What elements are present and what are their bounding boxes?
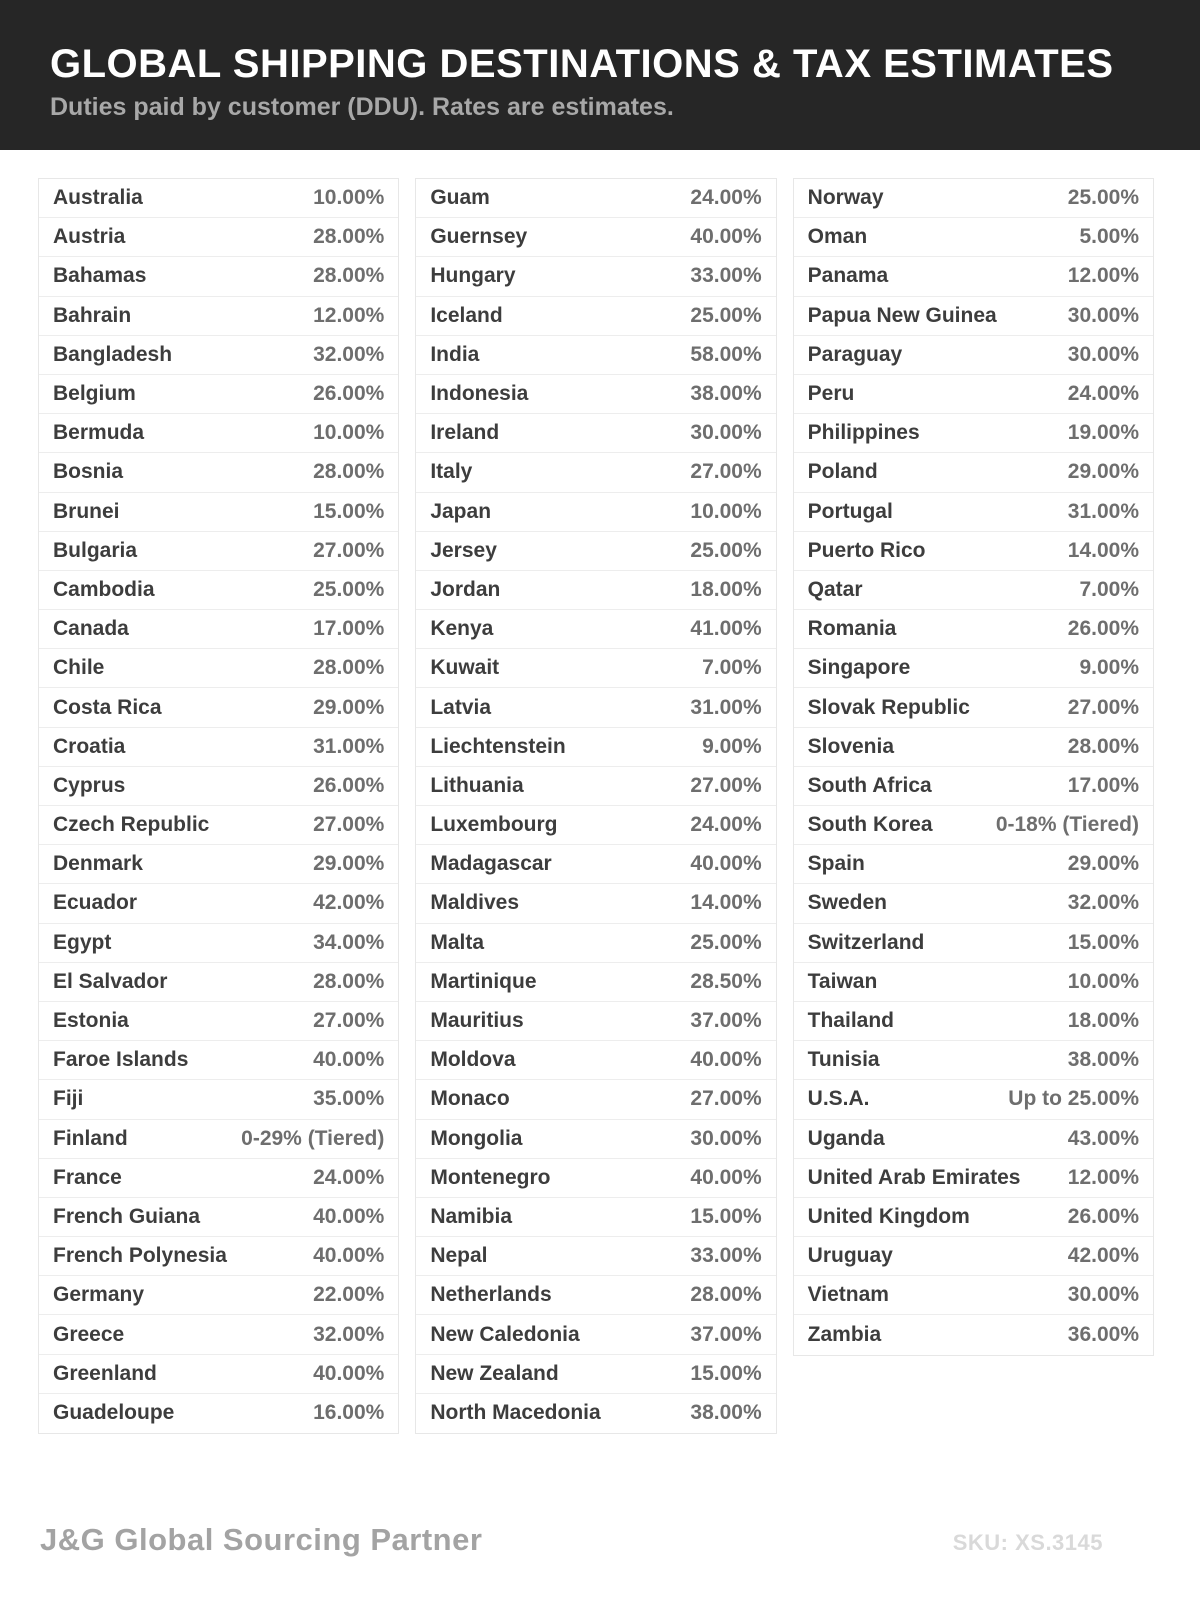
country-name: Liechtenstein [430,734,566,758]
country-name: Panama [807,264,889,288]
tax-rate: 27.00% [690,460,762,484]
tax-rate: 28.00% [313,656,385,680]
tax-rate: 40.00% [690,852,762,876]
country-name: Denmark [53,852,143,876]
table-row [416,532,775,571]
tax-rate: 25.00% [690,538,762,562]
table-column-1 [38,178,399,1434]
table-row [416,884,775,923]
country-name: Montenegro [430,1165,551,1189]
table-column-3 [793,178,1154,1356]
table-row [416,336,775,375]
country-name: Latvia [430,695,492,719]
table-row [794,1237,1153,1276]
table-row [39,1237,398,1276]
country-name: Indonesia [430,382,529,406]
tax-rate: 19.00% [1067,421,1139,445]
table-row [416,688,775,727]
country-name: Norway [807,186,884,210]
table-row [39,924,398,963]
tax-rate: 12.00% [313,303,385,327]
table-row [416,375,775,414]
country-name: United Kingdom [807,1204,970,1228]
table-row [416,1159,775,1198]
table-row [39,571,398,610]
country-name: Chile [53,656,105,680]
tax-rate: 27.00% [313,538,385,562]
table-row [416,218,775,257]
country-name: United Arab Emirates [807,1165,1021,1189]
table-row [794,257,1153,296]
country-name: India [430,342,480,366]
country-name: Bermuda [53,421,145,445]
tax-rate: 43.00% [1067,1126,1139,1150]
tax-rate: 36.00% [1067,1323,1139,1347]
tax-rate: 40.00% [313,1361,385,1385]
country-name: Malta [430,930,485,954]
country-name: Bahrain [53,303,132,327]
tax-rate: 30.00% [1067,303,1139,327]
tax-rate: 12.00% [1067,1165,1139,1189]
tax-rate: 16.00% [313,1401,385,1425]
table-row [416,414,775,453]
tax-rate: Up to 25.00% [1008,1087,1139,1111]
country-name: Switzerland [807,930,925,954]
tax-rate: 38.00% [690,382,762,406]
table-row [794,453,1153,492]
table-row [794,571,1153,610]
table-column-2 [415,178,776,1434]
country-name: Costa Rica [53,695,162,719]
country-name: Maldives [430,891,520,915]
table-row [794,1002,1153,1041]
table-row [416,1002,775,1041]
tax-rate: 31.00% [690,695,762,719]
tax-rate: 32.00% [313,342,385,366]
country-name: Finland [53,1126,128,1150]
table-row [794,806,1153,845]
table-row [39,336,398,375]
table-row [794,1041,1153,1080]
tax-rate: 29.00% [1067,460,1139,484]
country-name: U.S.A. [807,1087,870,1111]
table-row [39,963,398,1002]
country-name: Cyprus [53,773,126,797]
tax-rate: 42.00% [313,891,385,915]
tax-rate: 37.00% [690,1322,762,1346]
tax-rate: 15.00% [690,1361,762,1385]
table-row [794,1276,1153,1315]
country-name: Czech Republic [53,813,210,837]
table-row [39,1276,398,1315]
country-name: Canada [53,617,129,641]
tax-rate: 24.00% [690,813,762,837]
country-name: Martinique [430,969,537,993]
country-name: Bahamas [53,264,147,288]
tax-rate: 28.00% [313,225,385,249]
page-header [0,0,1200,150]
table-row [794,297,1153,336]
tax-rate: 25.00% [690,303,762,327]
country-name: Slovenia [807,734,895,758]
country-name: Moldova [430,1048,516,1072]
table-row [39,649,398,688]
country-name: Lithuania [430,773,524,797]
country-name: Netherlands [430,1283,552,1307]
tax-rate: 15.00% [313,499,385,523]
table-row [416,1041,775,1080]
tax-rate: 40.00% [313,1048,385,1072]
country-name: Japan [430,499,492,523]
tax-rate: 10.00% [313,186,385,210]
tax-rate: 0-29% (Tiered) [241,1126,385,1150]
table-row [39,493,398,532]
country-name: Sweden [807,891,888,915]
table-row [39,257,398,296]
table-row [39,728,398,767]
table-row [794,179,1153,218]
table-row [416,1080,775,1119]
tax-rate: 7.00% [1079,577,1139,601]
country-name: Namibia [430,1204,513,1228]
table-row [794,336,1153,375]
country-name: Egypt [53,930,112,954]
tax-rate: 58.00% [690,342,762,366]
country-name: Taiwan [807,969,878,993]
table-row [416,257,775,296]
country-name: Guernsey [430,225,528,249]
table-row [416,728,775,767]
table-row [794,532,1153,571]
country-name: Bulgaria [53,538,138,562]
country-name: Slovak Republic [807,695,970,719]
tax-rate: 30.00% [1067,1283,1139,1307]
tax-rate: 34.00% [313,930,385,954]
tax-rate: 15.00% [1067,930,1139,954]
tax-rate: 15.00% [690,1204,762,1228]
tax-rate: 30.00% [690,1126,762,1150]
tax-rate: 24.00% [1067,382,1139,406]
page-title: GLOBAL SHIPPING DESTINATIONS & TAX ESTIMATES [50,42,1114,86]
country-name: Guam [430,186,490,210]
country-name: Thailand [807,1009,894,1033]
tax-rate: 40.00% [313,1204,385,1228]
tax-rate: 40.00% [690,1048,762,1072]
country-name: Zambia [807,1323,882,1347]
tax-rate: 33.00% [690,264,762,288]
country-name: Paraguay [807,342,903,366]
tax-rate: 18.00% [690,577,762,601]
tax-rate: 26.00% [1067,1204,1139,1228]
table-row [39,1120,398,1159]
tax-rate: 24.00% [690,186,762,210]
country-name: Mongolia [430,1126,523,1150]
tax-rate: 5.00% [1079,225,1139,249]
tax-rate: 38.00% [1067,1048,1139,1072]
table-row [794,1198,1153,1237]
tax-rate: 26.00% [313,382,385,406]
table-row [416,179,775,218]
country-name: Guadeloupe [53,1401,175,1425]
country-name: Mauritius [430,1009,524,1033]
tax-rate: 41.00% [690,617,762,641]
table-row [416,924,775,963]
table-row [39,297,398,336]
country-name: Luxembourg [430,813,558,837]
country-name: Ecuador [53,891,138,915]
tax-rate: 28.00% [313,969,385,993]
tax-rate: 42.00% [1067,1244,1139,1268]
country-name: Iceland [430,303,503,327]
country-name: South Korea [807,813,933,837]
country-name: Poland [807,460,878,484]
tax-rate: 9.00% [1079,656,1139,680]
table-row [39,806,398,845]
country-name: Nepal [430,1244,488,1268]
table-row [416,297,775,336]
table-row [416,1315,775,1354]
table-row [39,688,398,727]
country-name: Kenya [430,617,494,641]
tax-rate: 40.00% [690,1165,762,1189]
country-name: El Salvador [53,969,168,993]
table-row [39,610,398,649]
table-row [416,1237,775,1276]
table-row [794,767,1153,806]
tax-rate: 18.00% [1067,1009,1139,1033]
tax-rate: 32.00% [313,1322,385,1346]
tax-rate: 7.00% [702,656,762,680]
table-row [794,1159,1153,1198]
table-row [794,1080,1153,1119]
country-name: French Guiana [53,1204,201,1228]
tax-rate: 38.00% [690,1401,762,1425]
table-row [794,924,1153,963]
tax-rate: 28.00% [690,1283,762,1307]
country-name: France [53,1165,122,1189]
table-row [39,767,398,806]
country-name: Portugal [807,499,893,523]
country-name: Papua New Guinea [807,303,997,327]
country-name: Cambodia [53,577,155,601]
country-name: Faroe Islands [53,1048,189,1072]
table-row [416,453,775,492]
tax-rate: 26.00% [1067,617,1139,641]
table-row [416,963,775,1002]
tax-rate: 24.00% [313,1165,385,1189]
table-row [794,1120,1153,1159]
country-name: Greenland [53,1361,157,1385]
table-row [416,1120,775,1159]
tax-rate: 25.00% [1067,186,1139,210]
country-name: South Africa [807,773,932,797]
tax-rate: 26.00% [313,773,385,797]
tax-rate: 25.00% [313,577,385,601]
table-row [794,963,1153,1002]
tax-rate: 31.00% [1067,499,1139,523]
country-name: Monaco [430,1087,510,1111]
tax-rate: 27.00% [690,773,762,797]
country-name: Oman [807,225,868,249]
tax-rate: 0-18% (Tiered) [995,813,1139,837]
country-name: Bosnia [53,460,124,484]
country-name: Australia [53,186,143,210]
country-name: Estonia [53,1009,129,1033]
tax-rate: 27.00% [313,813,385,837]
country-name: Kuwait [430,656,500,680]
country-name: Singapore [807,656,911,680]
country-name: Spain [807,852,865,876]
tax-rate: 28.00% [313,460,385,484]
tax-rate: 32.00% [1067,891,1139,915]
page-subtitle: Duties paid by customer (DDU). Rates are estimates. [50,93,674,121]
tax-rate: 10.00% [690,499,762,523]
tax-rate: 12.00% [1067,264,1139,288]
tax-rate: 28.00% [313,264,385,288]
table-row [39,532,398,571]
country-name: Italy [430,460,473,484]
table-row [39,1394,398,1433]
table-row [794,688,1153,727]
country-name: Bangladesh [53,342,173,366]
tax-rate: 40.00% [313,1244,385,1268]
table-row [39,1080,398,1119]
table-row [416,610,775,649]
tax-rate-table [38,178,1154,1434]
table-row [416,1276,775,1315]
table-row [39,1355,398,1394]
country-name: Germany [53,1283,145,1307]
table-row [39,1159,398,1198]
tax-rate: 14.00% [690,891,762,915]
table-row [416,845,775,884]
tax-rate: 29.00% [313,695,385,719]
table-row [39,179,398,218]
tax-rate: 29.00% [313,852,385,876]
country-name: Austria [53,225,126,249]
country-name: Brunei [53,499,120,523]
table-row [794,1315,1153,1354]
table-row [39,1198,398,1237]
country-name: Fiji [53,1087,84,1111]
table-row [794,375,1153,414]
table-row [39,1315,398,1354]
country-name: Ireland [430,421,500,445]
tax-rate: 14.00% [1067,538,1139,562]
table-row [416,806,775,845]
tax-rate: 22.00% [313,1283,385,1307]
table-row [39,414,398,453]
table-row [794,610,1153,649]
table-row [416,493,775,532]
table-row [794,728,1153,767]
table-row [794,218,1153,257]
tax-rate: 25.00% [690,930,762,954]
country-name: Philippines [807,421,920,445]
tax-rate: 27.00% [1067,695,1139,719]
sku-label: SKU: XS.3145 [952,1530,1103,1555]
country-name: Tunisia [807,1048,880,1072]
table-row [794,414,1153,453]
tax-rate: 27.00% [313,1009,385,1033]
country-name: Jersey [430,538,497,562]
table-row [416,1394,775,1433]
country-name: Croatia [53,734,126,758]
table-row [39,218,398,257]
tax-rate: 28.00% [1067,734,1139,758]
country-name: Greece [53,1322,125,1346]
table-row [39,1002,398,1041]
country-name: New Caledonia [430,1322,580,1346]
page-footer [40,1522,1103,1558]
tax-rate: 33.00% [690,1244,762,1268]
table-row [416,649,775,688]
tax-rate: 29.00% [1067,852,1139,876]
tax-rate: 17.00% [1067,773,1139,797]
table-row [794,845,1153,884]
tax-rate: 17.00% [313,617,385,641]
tax-rate: 37.00% [690,1009,762,1033]
tax-rate: 10.00% [1067,969,1139,993]
table-row [39,1041,398,1080]
country-name: North Macedonia [430,1401,601,1425]
country-name: Uruguay [807,1244,893,1268]
tax-rate: 30.00% [690,421,762,445]
table-row [39,845,398,884]
table-row [39,375,398,414]
table-row [794,884,1153,923]
table-row [794,493,1153,532]
country-name: Uganda [807,1126,885,1150]
country-name: Puerto Rico [807,538,926,562]
tax-rate: 10.00% [313,421,385,445]
table-row [416,1355,775,1394]
table-row [416,571,775,610]
tax-rate: 28.50% [690,969,762,993]
country-name: Qatar [807,577,863,601]
table-row [39,453,398,492]
country-name: French Polynesia [53,1244,227,1268]
country-name: Romania [807,617,897,641]
tax-rate: 31.00% [313,734,385,758]
tax-rate: 40.00% [690,225,762,249]
tax-rate: 27.00% [690,1087,762,1111]
table-row [416,767,775,806]
country-name: Madagascar [430,852,552,876]
tax-rate: 30.00% [1067,342,1139,366]
country-name: Belgium [53,382,136,406]
brand-name: J&G Global Sourcing Partner [40,1522,483,1557]
country-name: New Zealand [430,1361,559,1385]
country-name: Jordan [430,577,501,601]
tax-rate: 9.00% [702,734,762,758]
table-row [416,1198,775,1237]
table-row [794,649,1153,688]
table-row [39,884,398,923]
tax-rate: 35.00% [313,1087,385,1111]
country-name: Peru [807,382,855,406]
country-name: Hungary [430,264,516,288]
country-name: Vietnam [807,1283,889,1307]
